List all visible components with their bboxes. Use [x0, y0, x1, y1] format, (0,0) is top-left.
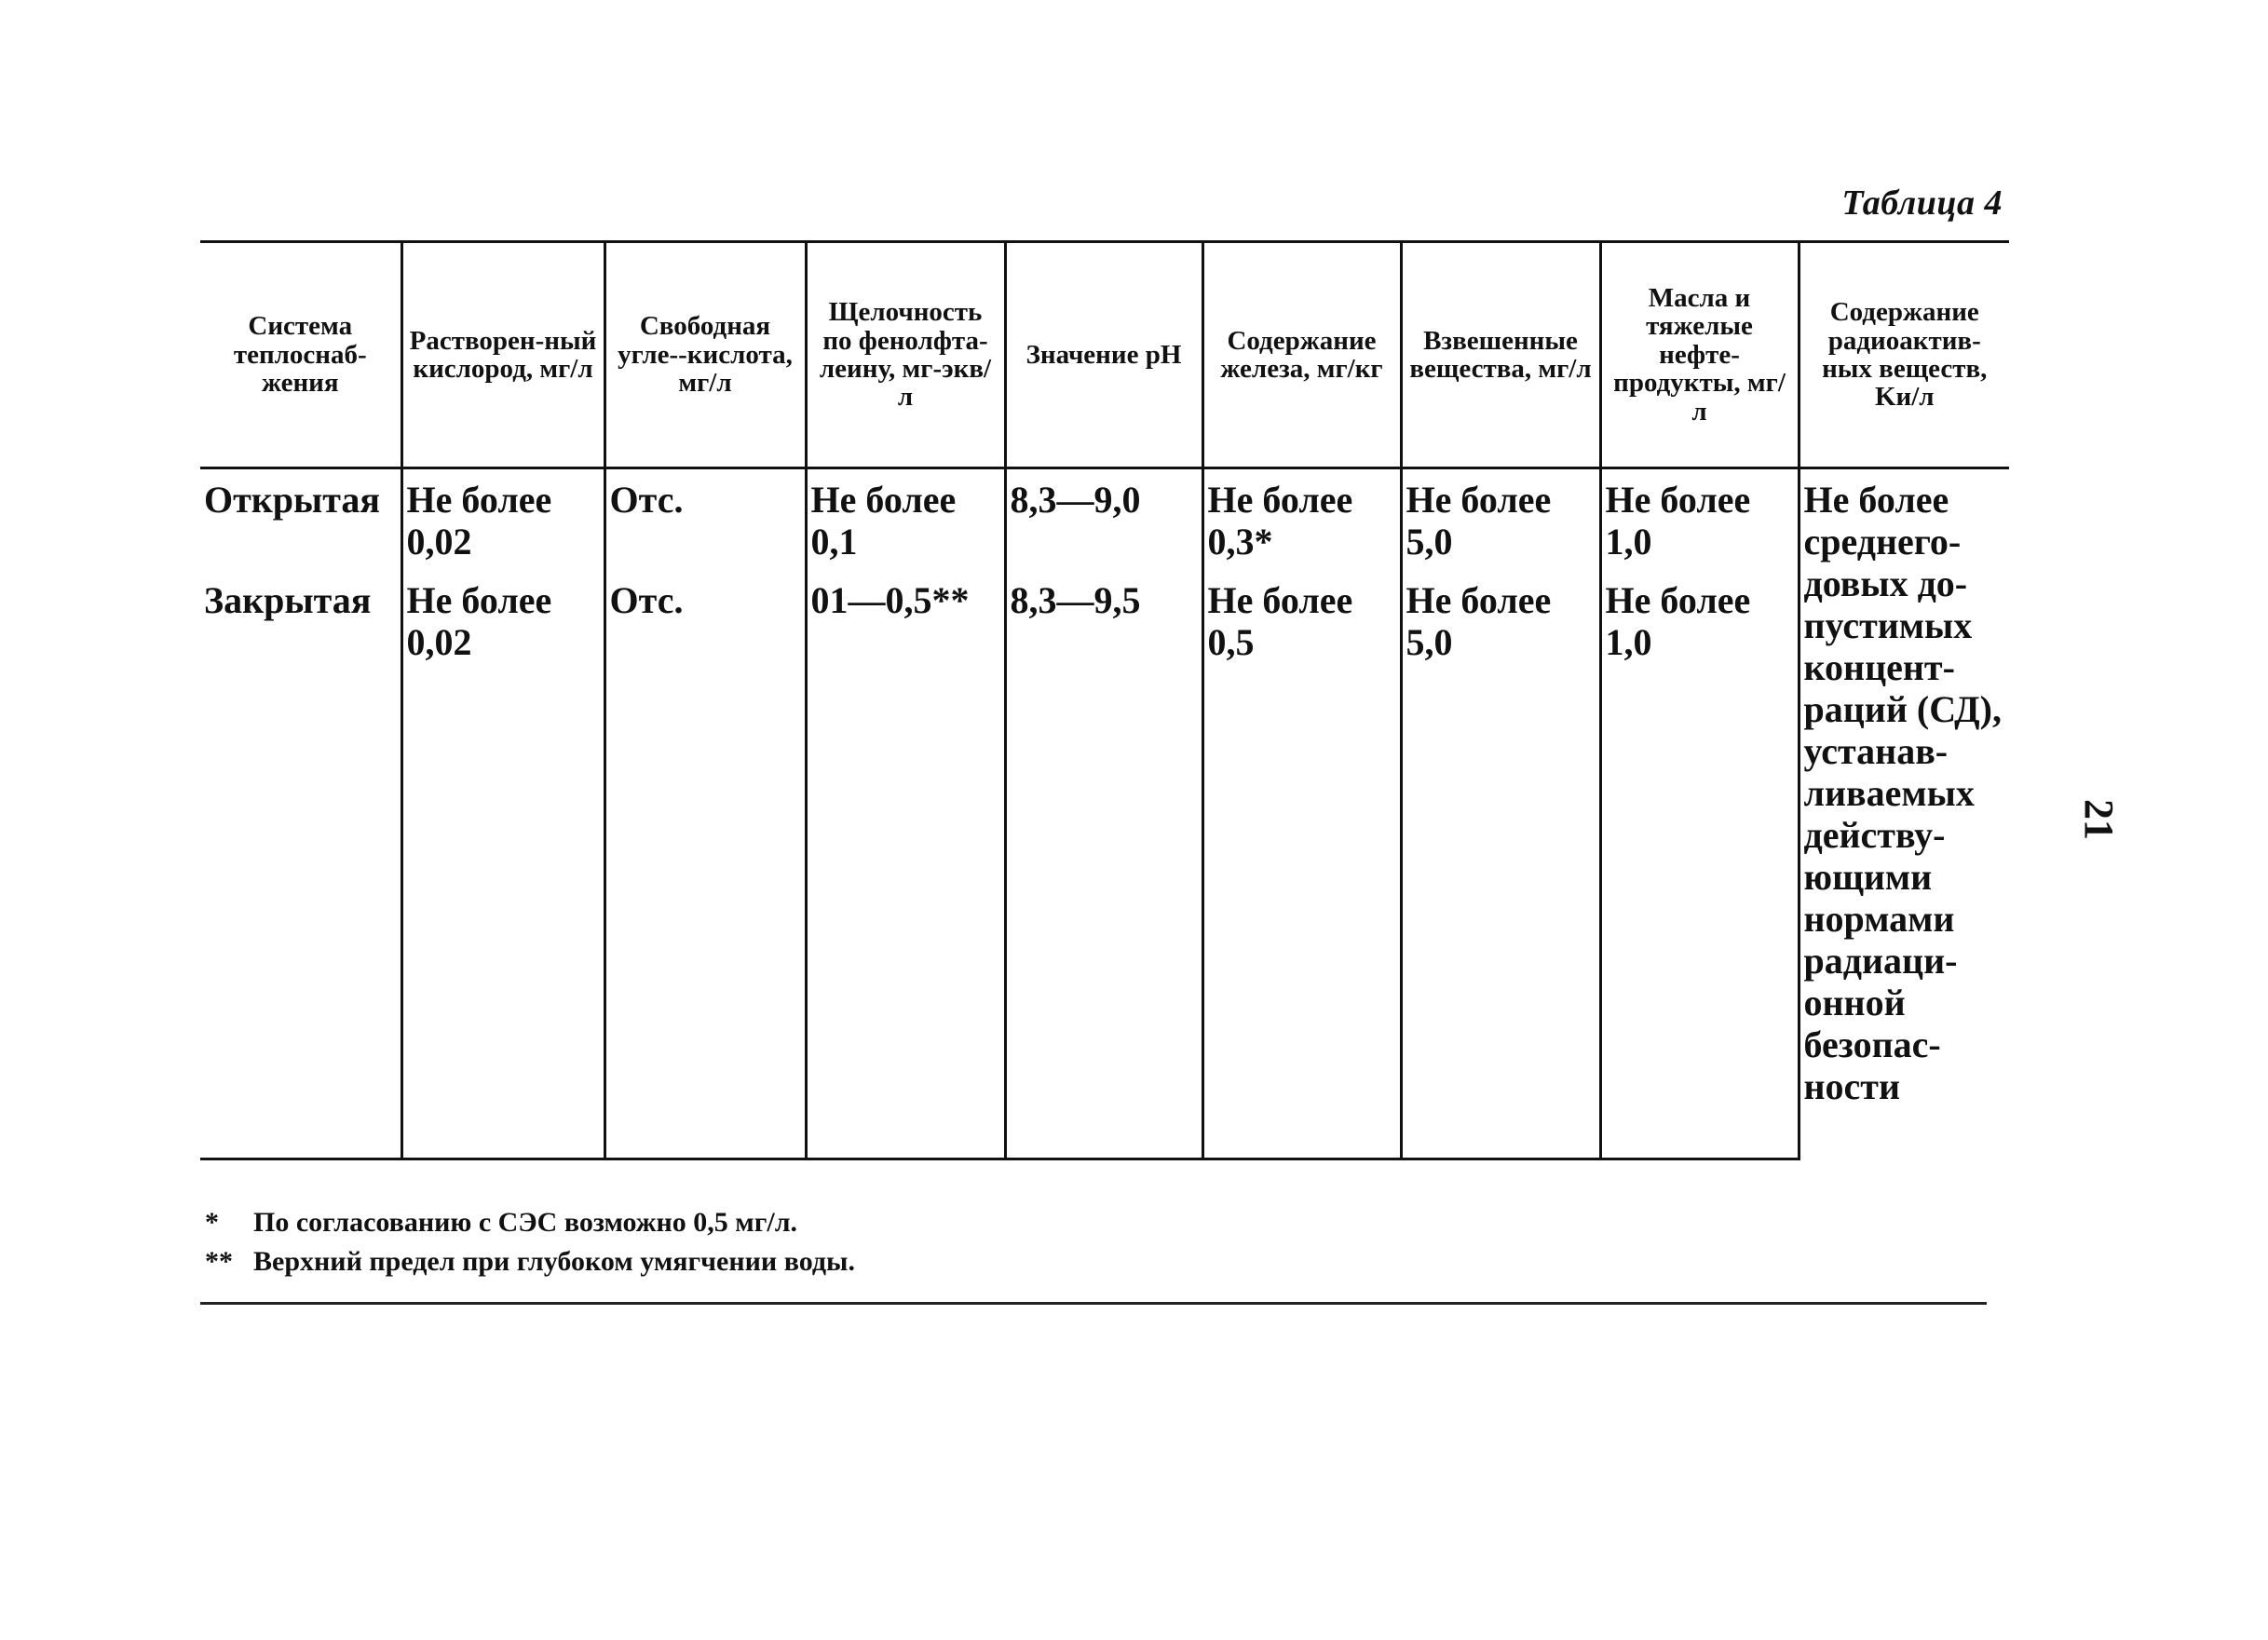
cell-oxygen: Не более 0,02 [401, 468, 604, 563]
footnote-text: Верхний предел при глубоком умягчении воды. [253, 1246, 855, 1277]
cell-ph: 8,3—9,5 [1005, 562, 1202, 1159]
header-dissolved-oxygen: Растворен-ный кислород, мг/л [401, 242, 604, 468]
cell-system: Закрытая [200, 562, 401, 1159]
header-heating-system: Система теплоснаб-жения [200, 242, 401, 468]
header-iron: Содержание железа, мг/кг [1202, 242, 1401, 468]
header-alkalinity: Щелочность по фенолфта-леину, мг-экв/л [806, 242, 1005, 468]
header-radioactive: Содержание радиоактив-ных веществ, Kи/л [1799, 242, 2009, 468]
footnote-item [205, 1242, 1975, 1281]
page-number: 21 [2076, 799, 2122, 840]
bottom-rule [200, 1302, 1987, 1305]
cell-oils: Не более 1,0 [1600, 562, 1799, 1159]
cell-ph: 8,3—9,0 [1005, 468, 1202, 563]
header-ph: Значение pH [1005, 242, 1202, 468]
table-row-closed [200, 562, 2009, 1159]
cell-co2: Отс. [604, 562, 806, 1159]
table-row-open [200, 468, 2009, 563]
table-caption: Таблица 4 [1841, 183, 2003, 223]
footnote-mark: ** [205, 1246, 233, 1277]
header-suspended-solids: Взвешенные вещества, мг/л [1401, 242, 1600, 468]
cell-radioactive: Не более среднего-довых до-пустимых концент-раций (СД), устанав-ливаемых действу-ющими нормами радиаци-онной безопас-ности [1799, 468, 2009, 1159]
cell-alkalinity: 01—0,5** [806, 562, 1005, 1159]
footnote-mark: * [205, 1207, 219, 1238]
cell-system: Открытая [204, 479, 381, 521]
footnotes [205, 1203, 1975, 1281]
cell-iron: Не более 0,3* [1202, 468, 1401, 563]
cell-oils: Не более 1,0 [1600, 468, 1799, 563]
cell-suspended: Не более 5,0 [1401, 468, 1600, 563]
cell-alkalinity: Не более 0,1 [806, 468, 1005, 563]
header-free-co2: Свободная угле--кислота, мг/л [604, 242, 806, 468]
cell-co2: Отс. [604, 468, 806, 563]
footnote-text: По согласованию с СЭС возможно 0,5 мг/л. [253, 1207, 798, 1238]
table-header-row [200, 242, 2009, 468]
water-quality-table [200, 240, 2009, 1160]
header-oils: Масла и тяжелые нефте-продукты, мг/л [1600, 242, 1799, 468]
cell-suspended: Не более 5,0 [1401, 562, 1600, 1159]
footnote-item [205, 1203, 1975, 1242]
cell-oxygen: Не более 0,02 [401, 562, 604, 1159]
cell-iron: Не более 0,5 [1202, 562, 1401, 1159]
